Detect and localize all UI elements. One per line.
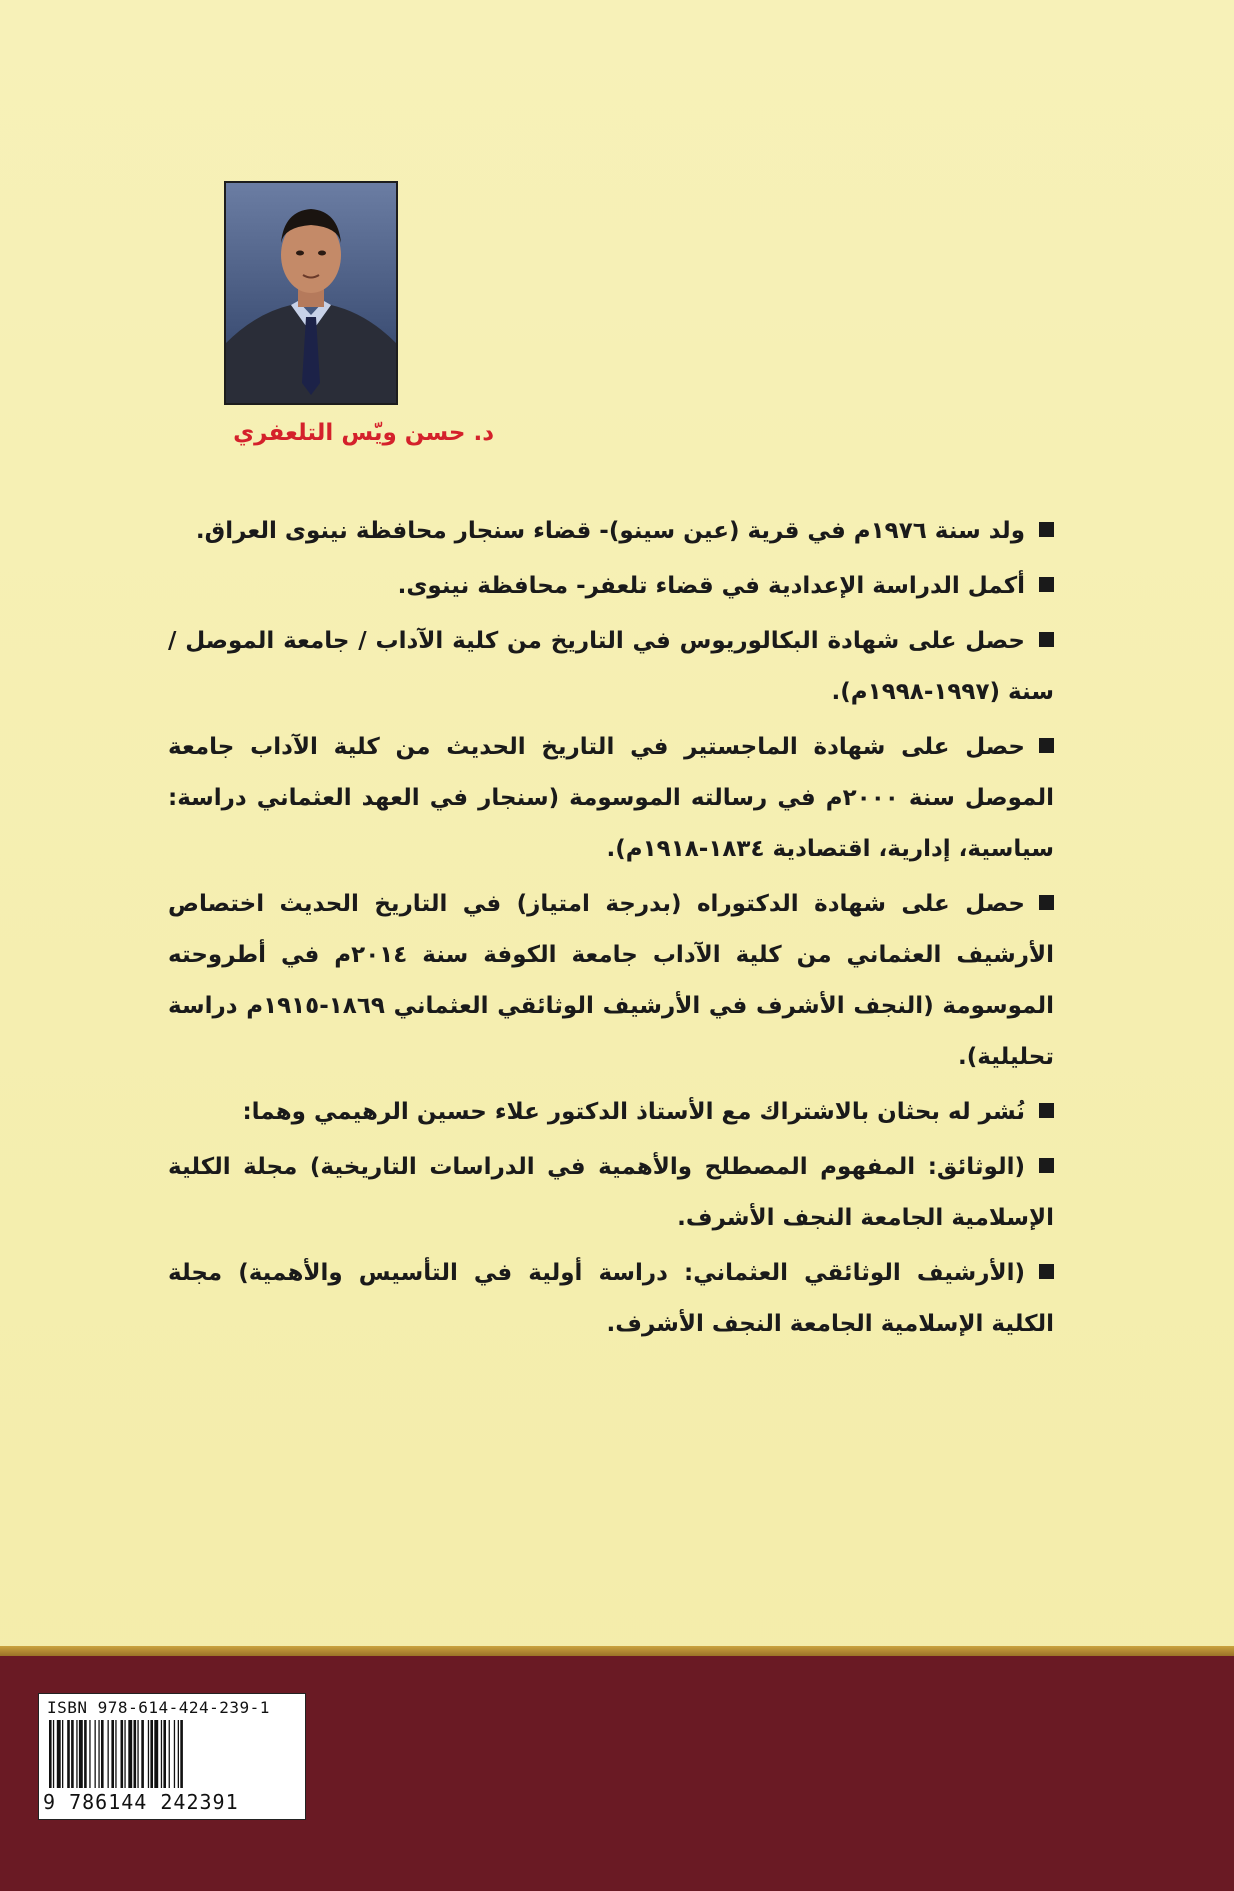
bio-item: أكمل الدراسة الإعدادية في قضاء تلعفر- محافظة نينوى. (168, 561, 1054, 612)
square-bullet-icon (1039, 1158, 1054, 1173)
square-bullet-icon (1039, 577, 1054, 592)
bio-item: ولد سنة ١٩٧٦م في قرية (عين سينو)- قضاء سنجار محافظة نينوى العراق. (168, 506, 1054, 557)
square-bullet-icon (1039, 522, 1054, 537)
isbn-barcode (38, 1693, 306, 1820)
bio-item: حصل على شهادة البكالوريوس في التاريخ من كلية الآداب / جامعة الموصل / سنة (١٩٩٧-١٩٩٨م). (168, 628, 1054, 705)
bio-item: (الأرشيف الوثائقي العثماني: دراسة أولية في التأسيس والأهمية) مجلة الكلية الإسلامية الجامعة النجف الأشرف. (168, 1260, 1054, 1337)
square-bullet-icon (1039, 738, 1054, 753)
bio-item: (الوثائق: المفهوم المصطلح والأهمية في الدراسات التاريخية) مجلة الكلية الإسلامية الجامعة النجف الأشرف. (168, 1154, 1054, 1231)
author-name: د. حسن ويّس التلعفري (233, 420, 494, 446)
bio-item: حصل على شهادة الماجستير في التاريخ الحديث من كلية الآداب جامعة الموصل سنة ٢٠٠٠م في رسالته الموسومة (سنجار في العهد العثماني دراسة: سياسية، إدارية، اقتصادية ١٨٣٤-١٩١٨م). (168, 734, 1054, 862)
square-bullet-icon (1039, 632, 1054, 647)
square-bullet-icon (1039, 1103, 1054, 1118)
barcode-digits: 9 786144 242391 (43, 1790, 239, 1814)
gold-divider-stripe (0, 1646, 1234, 1656)
bio-item: حصل على شهادة الدكتوراه (بدرجة امتياز) في التاريخ الحديث اختصاص الأرشيف العثماني من كلية الآداب جامعة الكوفة سنة ٢٠١٤م في أطروحته الموسومة (النجف الأشرف في الأرشيف الوثائقي العثماني ١٨٦٩-١٩١٥م دراسة تحليلية). (168, 891, 1054, 1070)
author-photo (224, 181, 398, 405)
square-bullet-icon (1039, 1264, 1054, 1279)
author-biography (168, 506, 1054, 1354)
bio-item: نُشر له بحثان بالاشتراك مع الأستاذ الدكتور علاء حسين الرهيمي وهما: (168, 1087, 1054, 1138)
author-portrait-icon (226, 183, 396, 403)
barcode-bars-icon (47, 1720, 297, 1790)
square-bullet-icon (1039, 895, 1054, 910)
isbn-label: ISBN 978-614-424-239-1 (47, 1698, 270, 1717)
